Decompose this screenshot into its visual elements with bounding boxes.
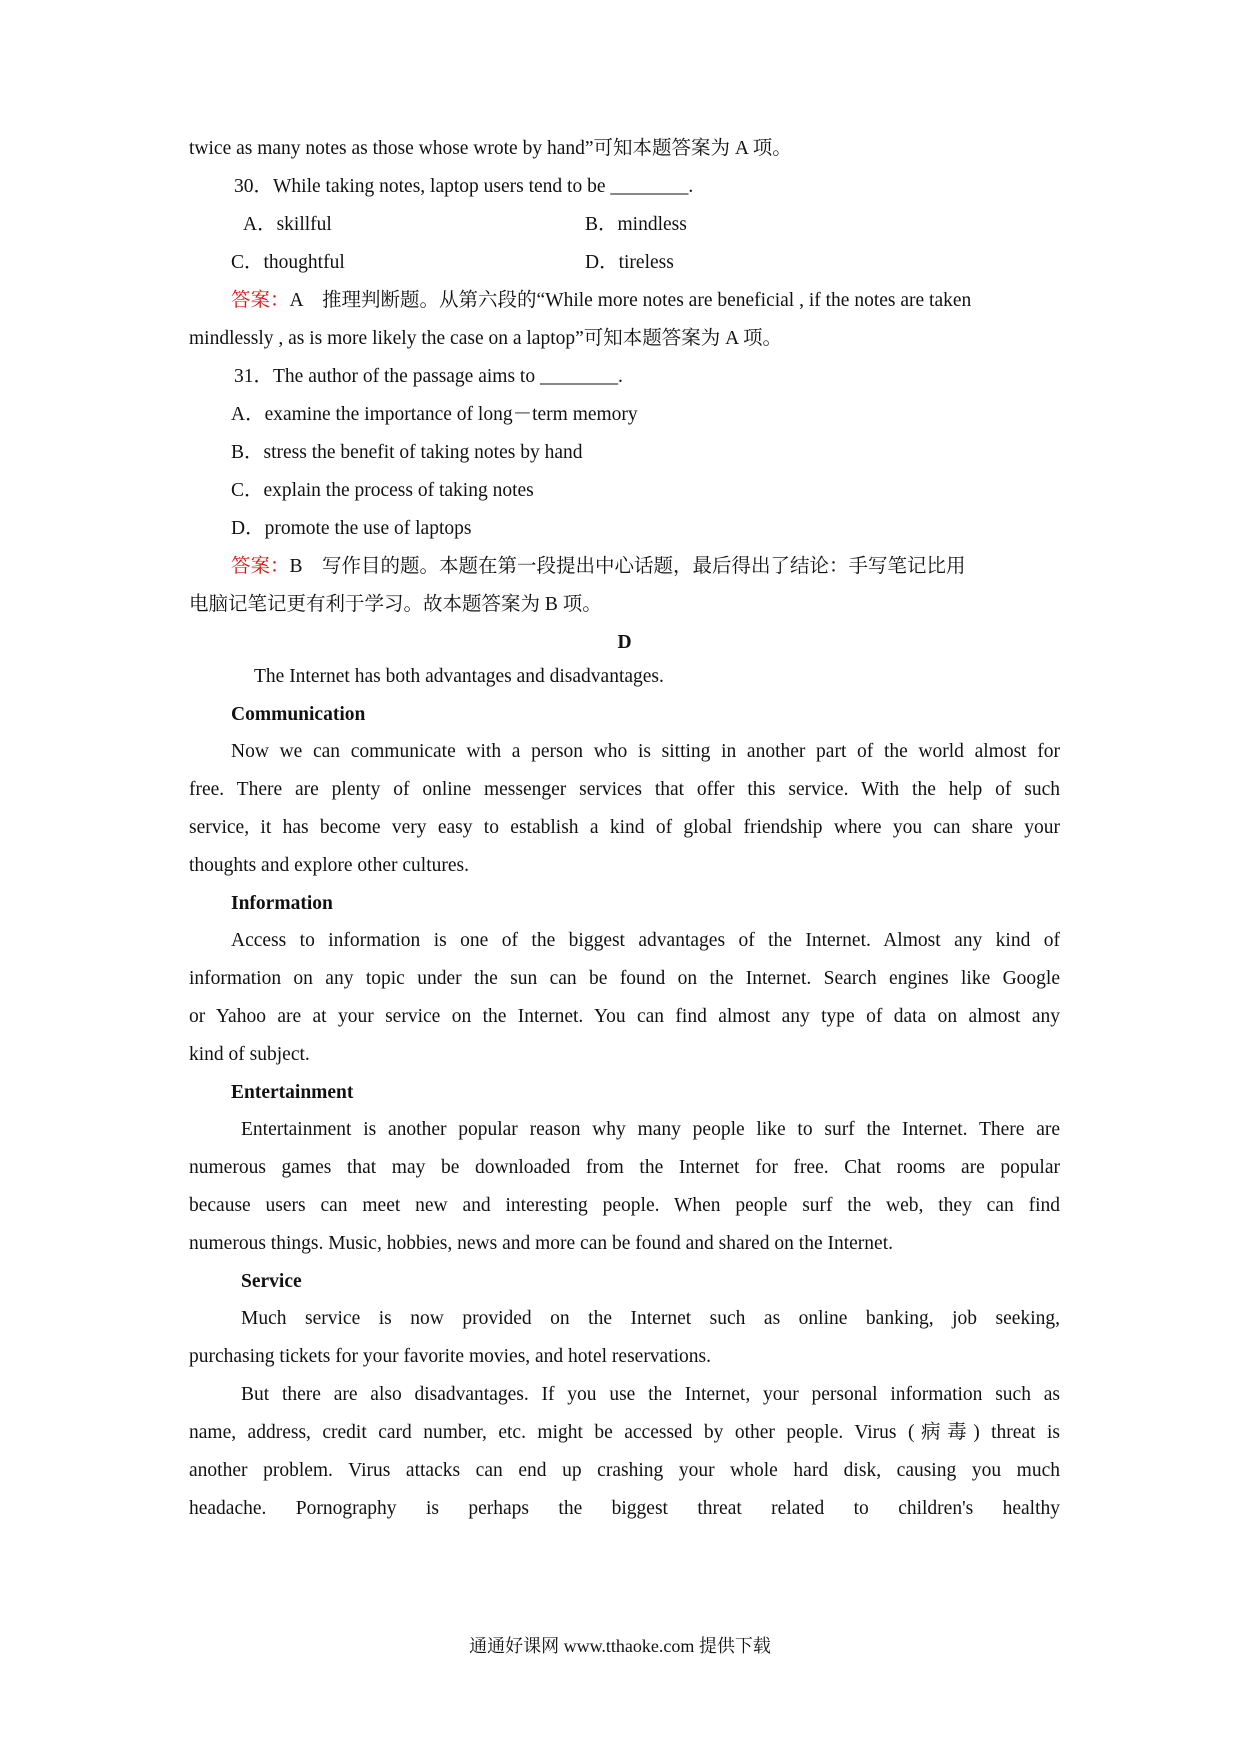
question-30-answer-continued: mindlessly , as is more likely the case on a laptop”可知本题答案为 A 项。 bbox=[189, 328, 783, 349]
heading-service: Service bbox=[241, 1271, 302, 1292]
answer-label: 答案： bbox=[231, 556, 290, 577]
paragraph-service bbox=[189, 1300, 1060, 1376]
paragraph-communication bbox=[189, 733, 1060, 885]
paragraph-line: name, address, credit card number, etc. might be accessed by other people. Virus (病毒) threat is bbox=[189, 1422, 1060, 1443]
paragraph-line: numerous things. Music, hobbies, news and more can be found and shared on the Internet. bbox=[189, 1233, 893, 1254]
question-30-stem: 30．While taking notes, laptop users tend to be ________. bbox=[234, 176, 694, 197]
paragraph-line: Access to information is one of the biggest advantages of the Internet. Almost any kind of bbox=[231, 930, 1060, 951]
question-30-answer bbox=[189, 279, 1060, 322]
paragraph-line: thoughts and explore other cultures. bbox=[189, 855, 469, 876]
paragraph-line: Now we can communicate with a person who is sitting in another part of the world almost for bbox=[231, 741, 1060, 762]
question-30-option-a: A．skillful bbox=[243, 214, 332, 235]
question-31-option-d: D．promote the use of laptops bbox=[231, 518, 472, 539]
page-footer: 通通好课网 www.tthaoke.com 提供下载 bbox=[469, 1636, 771, 1656]
heading-communication: Communication bbox=[231, 704, 366, 725]
question-30-options-row-1 bbox=[189, 203, 1060, 246]
paragraph-line: service, it has become very easy to establish a kind of global friendship where you can share your bbox=[189, 817, 1060, 838]
question-30-option-c: C．thoughtful bbox=[231, 252, 345, 273]
paragraph-information bbox=[189, 922, 1060, 1074]
question-31-option-c: C．explain the process of taking notes bbox=[231, 480, 534, 501]
paragraph-line: another problem. Virus attacks can end up crashing your whole hard disk, causing you much bbox=[189, 1460, 1060, 1481]
question-31-option-b: B．stress the benefit of taking notes by hand bbox=[231, 442, 583, 463]
paragraph-line: headache. Pornography is perhaps the biggest threat related to children's healthy bbox=[189, 1498, 1060, 1519]
answer-label: 答案： bbox=[231, 290, 290, 311]
passage-d-letter: D bbox=[617, 632, 632, 653]
paragraph-line: Entertainment is another popular reason why many people like to surf the Internet. There are bbox=[241, 1119, 1060, 1140]
paragraph-line: purchasing tickets for your favorite movies, and hotel reservations. bbox=[189, 1346, 712, 1367]
paragraph-line: information on any topic under the sun can be found on the Internet. Search engines like Google bbox=[189, 968, 1060, 989]
question-30-option-d: D．tireless bbox=[585, 252, 674, 273]
paragraph-line: or Yahoo are at your service on the Internet. You can find almost any type of data on almost any bbox=[189, 1006, 1060, 1027]
paragraph-line: But there are also disadvantages. If you use the Internet, your personal information such as bbox=[241, 1384, 1060, 1405]
passage-d-intro: The Internet has both advantages and disadvantages. bbox=[254, 666, 664, 687]
paragraph-line: because users can meet new and interesting people. When people surf the web, they can find bbox=[189, 1195, 1060, 1216]
question-31-answer bbox=[189, 545, 1060, 588]
question-30-answer-text: A 推理判断题。从第六段的“While more notes are beneficial , if the notes are taken bbox=[289, 290, 972, 311]
question-31-answer-text: B 写作目的题。本题在第一段提出中心话题，最后得出了结论：手写笔记比用 bbox=[289, 556, 966, 577]
question-30-options-row-2 bbox=[189, 241, 1060, 284]
question-30-option-b: B．mindless bbox=[585, 214, 687, 235]
paragraph-line: numerous games that may be downloaded from the Internet for free. Chat rooms are popular bbox=[189, 1157, 1060, 1178]
heading-information: Information bbox=[231, 893, 333, 914]
paragraph-line: kind of subject. bbox=[189, 1044, 310, 1065]
heading-entertainment: Entertainment bbox=[231, 1082, 354, 1103]
paragraph-disadvantages bbox=[189, 1376, 1060, 1528]
paragraph-line: free. There are plenty of online messenger services that offer this service. With the help of such bbox=[189, 779, 1060, 800]
previous-answer-tail: twice as many notes as those whose wrote by hand”可知本题答案为 A 项。 bbox=[189, 138, 792, 159]
question-31-answer-continued: 电脑记笔记更有利于学习。故本题答案为 B 项。 bbox=[189, 594, 602, 615]
question-31-option-a: A．examine the importance of long－term memory bbox=[231, 404, 638, 425]
paragraph-entertainment bbox=[189, 1111, 1060, 1263]
paragraph-line: Much service is now provided on the Internet such as online banking, job seeking, bbox=[241, 1308, 1060, 1329]
question-31-stem: 31．The author of the passage aims to ________. bbox=[234, 366, 623, 387]
page-content bbox=[189, 138, 1060, 1528]
